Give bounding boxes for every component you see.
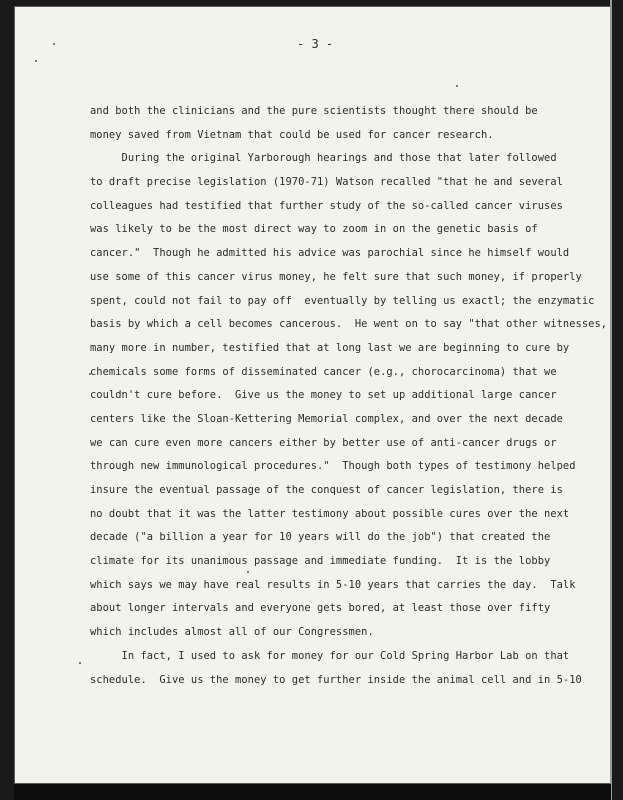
text-line: spent, could not fail to pay off eventually by telling us exactl; the enzymatic xyxy=(90,294,595,307)
text-line: which includes almost all of our Congressmen. xyxy=(90,626,374,639)
scan-speck xyxy=(79,662,81,664)
text-line: about longer intervals and everyone gets bored, at least those over fifty xyxy=(90,602,551,615)
page-edge xyxy=(610,0,612,800)
scan-speck xyxy=(53,43,55,45)
scan-speck xyxy=(35,60,37,62)
text-line: we can cure even more cancers either by better use of anti-cancer drugs or xyxy=(90,436,557,449)
text-line: During the original Yarborough hearings and those that later followed xyxy=(90,152,557,165)
text-line: cancer." Though he admitted his advice was parochial since he himself would xyxy=(90,247,570,260)
text-line: centers like the Sloan-Kettering Memorial complex, and over the next decade xyxy=(90,412,563,425)
text-line: In fact, I used to ask for money for our Cold Spring Harbor Lab on that xyxy=(90,649,570,662)
text-line: decade ("a billion a year for 10 years will do the job") that created the xyxy=(90,531,551,544)
scan-bottom-edge xyxy=(14,784,611,800)
text-line: basis by which a cell becomes cancerous. He went on to say "that other witnesses, xyxy=(90,318,608,331)
text-line: climate for its unanimous passage and immediate funding. It is the lobby xyxy=(90,555,551,568)
text-line: no doubt that it was the latter testimony about possible cures over the next xyxy=(90,507,570,520)
page-number: - 3 - xyxy=(297,37,334,51)
text-line: and both the clinicians and the pure scientists thought there should be xyxy=(90,105,538,117)
text-line: schedule. Give us the money to get further inside the animal cell and in 5-10 xyxy=(90,673,582,686)
text-line: through new immunological procedures." Though both types of testimony helped xyxy=(90,460,576,473)
text-line: colleagues had testified that further study of the so-called cancer viruses xyxy=(90,199,563,212)
scan-speck xyxy=(456,85,458,87)
text-line: many more in number, testified that at long last we are beginning to cure by xyxy=(90,341,570,354)
text-line: was likely to be the most direct way to zoom in on the genetic basis of xyxy=(90,223,538,236)
text-line: couldn't cure before. Give us the money to set up additional large cancer xyxy=(90,389,557,402)
text-line: which says we may have real results in 5-10 years that carries the day. Talk xyxy=(90,578,576,591)
text-line: use some of this cancer virus money, he felt sure that such money, if properly xyxy=(90,270,582,283)
text-line: insure the eventual passage of the conquest of cancer legislation, there is xyxy=(90,484,563,496)
text-line: to draft precise legislation (1970-71) Watson recalled "that he and several xyxy=(90,176,563,189)
text-line: chemicals some forms of disseminated cancer (e.g., chorocarcinoma) that we xyxy=(90,365,557,378)
text-line: money saved from Vietnam that could be used for cancer research. xyxy=(90,128,494,141)
typed-body-text xyxy=(90,100,608,692)
